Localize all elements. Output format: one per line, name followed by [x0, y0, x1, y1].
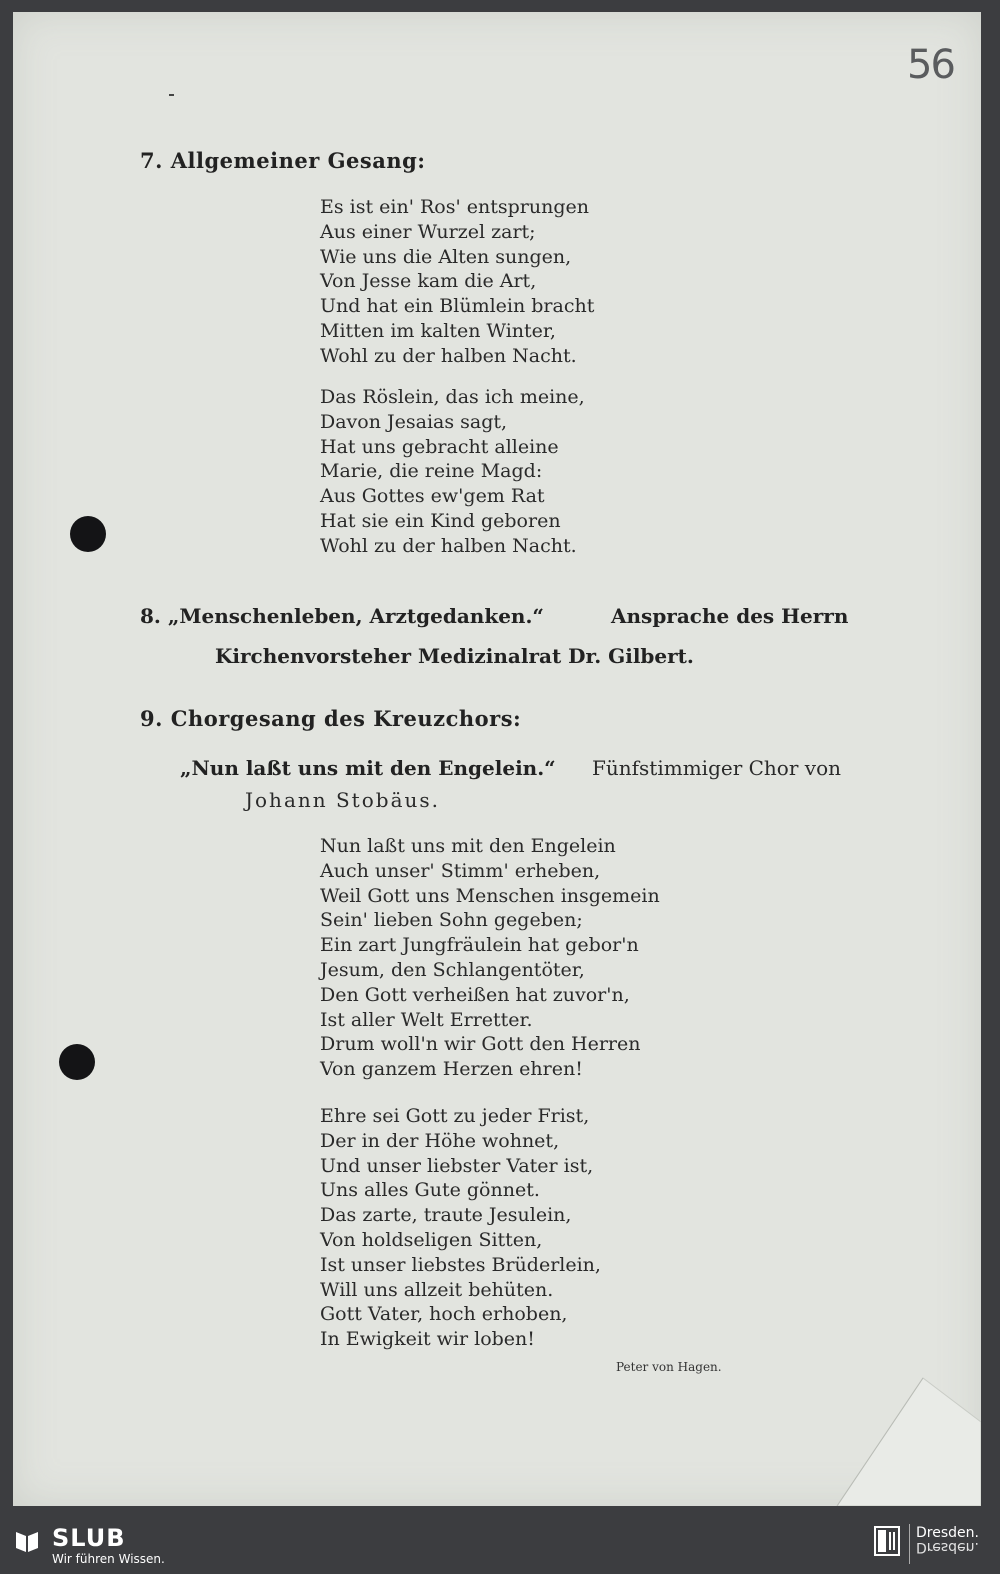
- dresden-logo-reflection: Dresden.: [916, 1539, 979, 1555]
- verse-line: Hat sie ein Kind geboren: [320, 509, 561, 532]
- verse-line: Den Gott verheißen hat zuvor'n,: [320, 983, 630, 1006]
- folded-corner: [825, 1372, 981, 1506]
- footer-divider: [909, 1524, 910, 1564]
- section-7-verse-2: [320, 385, 585, 559]
- verse-line: Ist unser liebstes Brüderlein,: [320, 1253, 601, 1276]
- footer-bar: [0, 1516, 1000, 1574]
- slub-tagline: Wir führen Wissen.: [52, 1552, 165, 1566]
- verse-line: Hat uns gebracht alleine: [320, 435, 559, 458]
- verse-line: Sein' lieben Sohn gegeben;: [320, 909, 583, 932]
- verse-line: Will uns allzeit behüten.: [320, 1278, 554, 1301]
- verse-line: Marie, die reine Magd:: [320, 460, 543, 483]
- section-9-verse-2: [320, 1104, 601, 1352]
- verse-line: Wohl zu der halben Nacht.: [320, 534, 577, 557]
- verse-line: Wohl zu der halben Nacht.: [320, 344, 577, 367]
- verse-line: Auch unser' Stimm' erheben,: [320, 859, 601, 882]
- verse-line: Und hat ein Blümlein bracht: [320, 295, 595, 318]
- verse-line: Drum woll'n wir Gott den Herren: [320, 1033, 641, 1056]
- page-number: 56: [907, 42, 954, 88]
- piece-description: Fünfstimmiger Chor von: [592, 756, 841, 780]
- verse-line: Es ist ein' Ros' entsprungen: [320, 196, 589, 218]
- text-attribution: Peter von Hagen.: [616, 1360, 722, 1374]
- verse-line: Das Röslein, das ich meine,: [320, 386, 585, 408]
- verse-line: Ein zart Jungfräulein hat gebor'n: [320, 934, 639, 957]
- section-9-title: 9. Chorgesang des Kreuzchors:: [140, 706, 522, 731]
- section-8-speech-label: Ansprache des Herrn: [611, 604, 849, 628]
- piece-composer: Johann Stobäus.: [245, 788, 440, 812]
- verse-line: Wie uns die Alten sungen,: [320, 245, 572, 268]
- verse-line: Von holdseligen Sitten,: [320, 1228, 543, 1251]
- verse-line: Gott Vater, hoch erhoben,: [320, 1303, 568, 1326]
- verse-line: Und unser liebster Vater ist,: [320, 1154, 594, 1177]
- slub-logo-text[interactable]: SLUB: [52, 1524, 126, 1552]
- verse-line: Aus Gottes ew'gem Rat: [320, 485, 545, 508]
- section-8-title: 8. „Menschenleben, Arztgedanken.“: [140, 604, 544, 628]
- section-7-title: 7. Allgemeiner Gesang:: [140, 148, 426, 173]
- section-8-speaker: Kirchenvorsteher Medizinalrat Dr. Gilbert.: [215, 644, 694, 668]
- verse-line: Von Jesse kam die Art,: [320, 270, 537, 293]
- verse-line: Jesum, den Schlangentöter,: [320, 958, 585, 981]
- dresden-logo-text[interactable]: Dresden.: [916, 1525, 979, 1541]
- verse-line: Ist aller Welt Erretter.: [320, 1008, 533, 1031]
- section-7-verse-1: [320, 195, 594, 369]
- verse-line: In Ewigkeit wir loben!: [320, 1328, 535, 1351]
- punch-hole-upper: [70, 516, 106, 552]
- ink-mark: [169, 94, 174, 96]
- verse-line: Aus einer Wurzel zart;: [320, 220, 536, 243]
- punch-hole-lower: [59, 1044, 95, 1080]
- verse-line: Nun laßt uns mit den Engelein: [320, 835, 616, 857]
- verse-line: Der in der Höhe wohnet,: [320, 1129, 560, 1152]
- section-9-verse-1: [320, 834, 660, 1082]
- verse-line: Mitten im kalten Winter,: [320, 319, 556, 342]
- verse-line: Weil Gott uns Menschen insgemein: [320, 884, 660, 907]
- book-logo-icon: [14, 1528, 40, 1554]
- verse-line: Ehre sei Gott zu jeder Frist,: [320, 1105, 590, 1127]
- dresden-coat-of-arms-icon: [874, 1526, 900, 1556]
- verse-line: Von ganzem Herzen ehren!: [320, 1058, 583, 1081]
- piece-title: „Nun laßt uns mit den Engelein.“: [180, 756, 556, 780]
- verse-line: Das zarte, traute Jesulein,: [320, 1204, 572, 1227]
- verse-line: Davon Jesaias sagt,: [320, 410, 508, 433]
- verse-line: Uns alles Gute gönnet.: [320, 1179, 540, 1202]
- document-page: [13, 12, 981, 1506]
